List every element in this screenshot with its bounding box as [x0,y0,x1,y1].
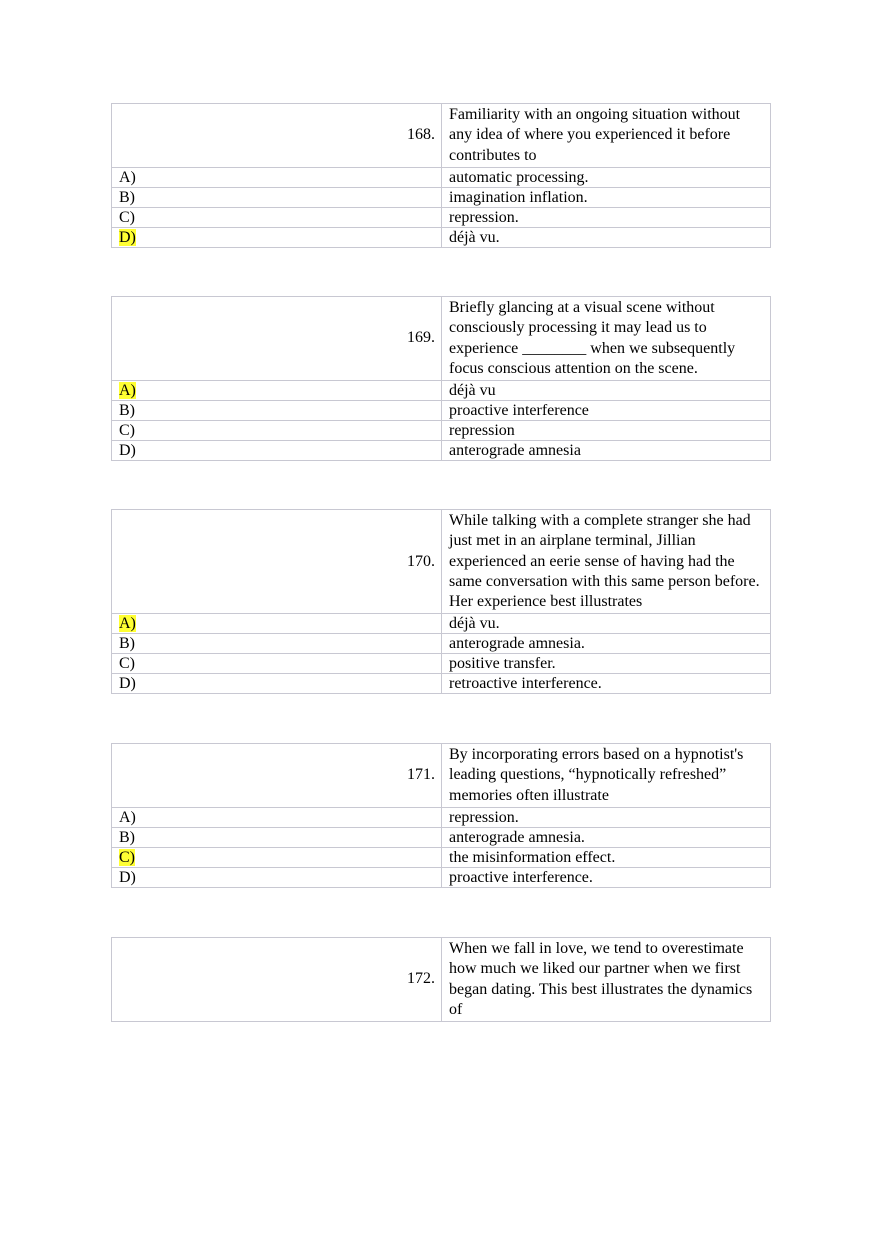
question-number: 172. [112,938,442,1022]
option-letter: A) [119,168,136,186]
option-letter: C) [119,208,135,226]
option-row [112,421,771,441]
option-row [112,187,771,207]
option-text: imagination inflation. [442,187,771,207]
option-row [112,614,771,634]
question-block-169 [111,296,771,461]
option-text: proactive interference [442,401,771,421]
option-row [112,827,771,847]
option-text: anterograde amnesia [442,441,771,461]
correct-answer-highlight: D) [119,228,136,246]
question-row [112,744,771,808]
option-letter: C) [119,422,135,440]
option-text: the misinformation effect. [442,847,771,867]
option-text: déjà vu. [442,227,771,247]
question-stem: When we fall in love, we tend to overestimate how much we liked our partner when we first began dating. This best illustrates the dynamics of [442,938,771,1022]
option-row [112,381,771,401]
option-text: anterograde amnesia. [442,827,771,847]
option-row [112,847,771,867]
correct-answer-highlight: A) [119,615,136,633]
option-letter: D) [119,442,136,460]
question-stem: Familiarity with an ongoing situation without any idea of where you experienced it before contributes to [442,104,771,168]
option-letter: B) [119,828,135,846]
option-row [112,167,771,187]
option-text: anterograde amnesia. [442,634,771,654]
question-stem: By incorporating errors based on a hypnotist's leading questions, “hypnotically refreshed” memories often illustrate [442,744,771,808]
option-row [112,674,771,694]
question-block-171 [111,743,771,888]
question-number: 170. [112,510,442,614]
option-text: proactive interference. [442,867,771,887]
option-letter: B) [119,402,135,420]
question-row [112,297,771,381]
question-block-168 [111,103,771,248]
correct-answer-highlight: C) [119,848,135,866]
question-row [112,510,771,614]
option-row [112,227,771,247]
correct-answer-highlight: A) [119,382,136,400]
option-text: repression. [442,207,771,227]
option-text: positive transfer. [442,654,771,674]
option-text: automatic processing. [442,167,771,187]
option-text: déjà vu. [442,614,771,634]
question-number: 169. [112,297,442,381]
option-text: repression [442,421,771,441]
question-stem: While talking with a complete stranger she had just met in an airplane terminal, Jillian experienced an eerie sense of having had the same conversation with this same person before. Her experience best illustrates [442,510,771,614]
option-row [112,441,771,461]
option-text: déjà vu [442,381,771,401]
option-letter: C) [119,655,135,673]
option-row [112,654,771,674]
option-letter: B) [119,188,135,206]
option-text: retroactive interference. [442,674,771,694]
option-letter: D) [119,868,136,886]
option-letter: D) [119,675,136,693]
option-row [112,867,771,887]
question-row [112,104,771,168]
option-row [112,401,771,421]
option-letter: B) [119,635,135,653]
question-stem: Briefly glancing at a visual scene without consciously processing it may lead us to experience ________ when we subsequently focus conscious attention on the scene. [442,297,771,381]
question-row [112,938,771,1022]
question-block-170 [111,509,771,694]
option-row [112,207,771,227]
option-row [112,807,771,827]
question-number: 168. [112,104,442,168]
option-row [112,634,771,654]
option-text: repression. [442,807,771,827]
question-block-172 [111,937,771,1022]
option-letter: A) [119,808,136,826]
question-number: 171. [112,744,442,808]
